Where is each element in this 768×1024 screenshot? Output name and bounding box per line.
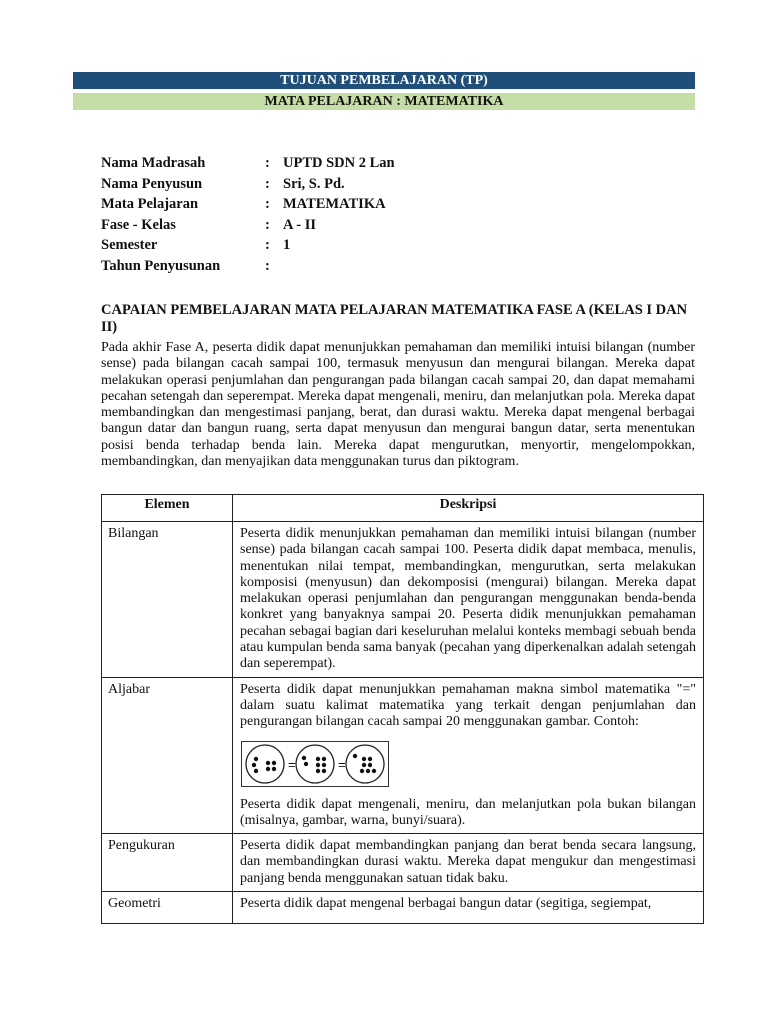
info-colon: : — [265, 175, 270, 192]
aljabar-pattern-text: Peserta didik dapat mengenali, meniru, dan melanjutkan pola bukan bilangan (misalnya, gambar, warna, bunyi/suara). — [240, 796, 696, 828]
info-value: Sri, S. Pd. — [283, 175, 345, 192]
column-header-deskripsi: Deskripsi — [233, 495, 704, 522]
info-label: Fase - Kelas — [101, 216, 176, 233]
info-row-penyusun — [101, 174, 521, 195]
table-row — [102, 892, 704, 924]
info-value: MATEMATIKA — [283, 196, 386, 212]
info-colon: : — [265, 257, 270, 274]
info-value: A - II — [283, 216, 317, 233]
info-colon: : — [265, 237, 270, 253]
elemen-cell: Bilangan — [102, 522, 233, 678]
info-label: Mata Pelajaran — [101, 196, 199, 212]
info-label: Semester — [101, 237, 158, 253]
deskripsi-cell: Peserta didik menunjukkan pemahaman dan memiliki intuisi bilangan (number sense) pada bilangan cacah sampai 100. Peserta didik dapat membaca, menulis, menentukan nilai tempat, membandingkan, mengurutkan, serta melakukan komposisi (menyusun) dan dekomposisi (mengurai) bilangan. Mereka dapat melakukan operasi penjumlahan dan pengurangan menggunakan benda-benda konkret yang banyaknya sampai 20. Peserta didik menunjukkan pemahaman pecahan sebagai bagian dari keseluruhan melalui konteks membagi sebuah benda atau kumpulan benda sama banyak (pecahan yang diperkenalkan adalah setengah dan seperempat). — [233, 522, 704, 678]
deskripsi-cell — [233, 677, 704, 833]
info-colon: : — [265, 196, 270, 212]
info-row-madrasah — [101, 153, 521, 174]
elemen-cell: Aljabar — [102, 677, 233, 833]
table-header-row — [102, 495, 704, 522]
info-value: UPTD SDN 2 Lan — [283, 155, 395, 171]
document-title-bar: TUJUAN PEMBELAJARAN (TP) — [73, 72, 695, 89]
table-row — [102, 522, 704, 678]
info-row-fase-kelas — [101, 215, 521, 236]
deskripsi-cell: Peserta didik dapat mengenal berbagai bangun datar (segitiga, segiempat, — [233, 892, 704, 924]
table-row — [102, 677, 704, 833]
info-row-semester — [101, 235, 521, 256]
equality-example-image — [241, 741, 389, 787]
info-label: Tahun Penyusunan — [101, 257, 221, 274]
identity-block — [101, 153, 521, 276]
info-label: Nama Madrasah — [101, 155, 206, 171]
capaian-paragraph: Pada akhir Fase A, peserta didik dapat menunjukkan pemahaman dan memiliki intuisi bilangan (number sense) pada bilangan cacah sampai 100, termasuk menyusun dan mengurai bilangan. Mereka dapat melakukan operasi penjumlahan dan pengurangan pada bilangan cacah sampai 20, dan dapat memahami pecahan setengah dan seperempat. Mereka dapat mengenali, meniru, dan melanjutkan pola. Mereka dapat membandingkan dan mengestimasi panjang, berat, dan durasi waktu. Mereka dapat mengenal berbagai bangun datar dan bangun ruang, serta dapat menyusun dan mengurai bangun datar, serta menentukan posisi benda terhadap benda lain. Mereka dapat mengurutkan, menyortir, mengelompokkan, membandingkan, dan menyajikan data menggunakan turus dan piktogram. — [101, 340, 695, 470]
equals-sign: = — [338, 756, 346, 772]
info-colon: : — [265, 216, 270, 233]
info-label: Nama Penyusun — [101, 175, 203, 192]
deskripsi-cell: Peserta didik dapat membandingkan panjang dan berat benda secara langsung, dan membandingkan durasi waktu. Mereka dapat mengukur dan mengestimasi panjang benda menggunakan satuan tidak baku. — [233, 834, 704, 892]
elemen-cell: Geometri — [102, 892, 233, 924]
info-row-mata-pelajaran — [101, 194, 521, 215]
info-colon: : — [265, 155, 270, 171]
equals-sign: = — [288, 756, 296, 772]
aljabar-text: Peserta didik dapat menunjukkan pemahaman makna simbol matematika "=" dalam suatu kalimat matematika yang terkait dengan penjumlahan dan pengurangan bilangan cacah sampai 20 menggunakan gambar. Contoh: — [240, 681, 696, 730]
elemen-table — [101, 494, 704, 924]
info-value: 1 — [283, 237, 291, 253]
table-row — [102, 834, 704, 892]
capaian-heading: CAPAIAN PEMBELAJARAN MATA PELAJARAN MATEMATIKA FASE A (KELAS I DAN II) — [101, 302, 688, 335]
column-header-elemen: Elemen — [102, 495, 233, 522]
subject-bar: MATA PELAJARAN : MATEMATIKA — [73, 93, 695, 110]
elemen-cell: Pengukuran — [102, 834, 233, 892]
info-row-tahun — [101, 256, 521, 277]
